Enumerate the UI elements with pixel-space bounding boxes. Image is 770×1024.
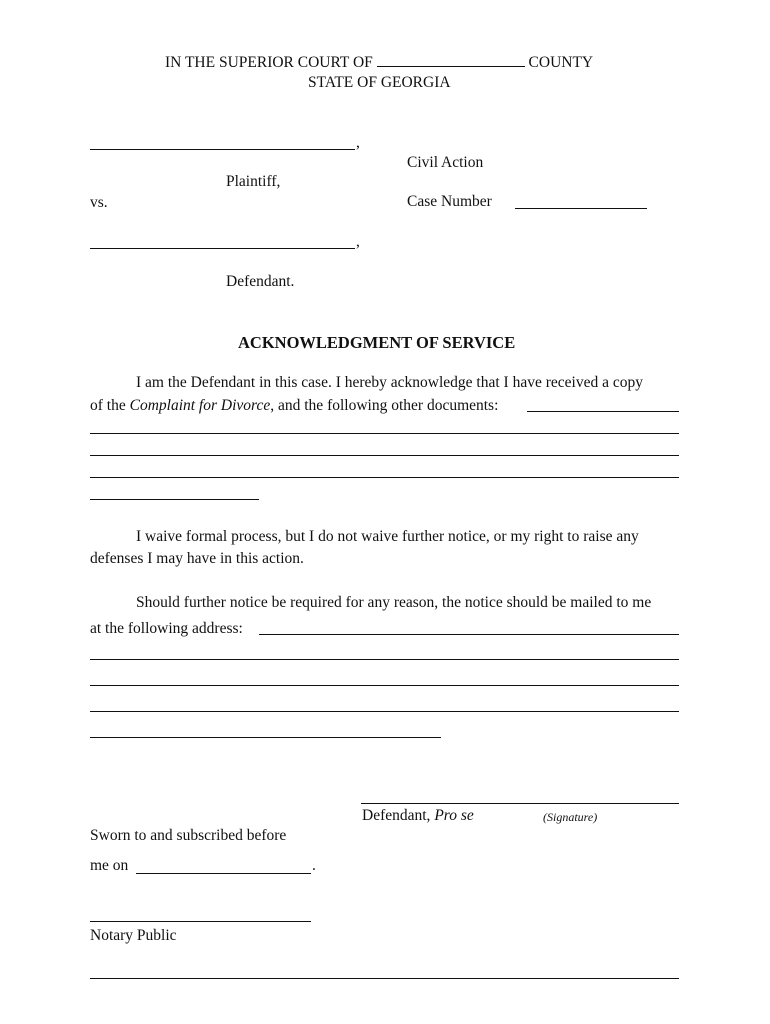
sworn-line: Sworn to and subscribed before — [90, 827, 287, 844]
para3-line2: at the following address: — [90, 620, 243, 637]
notary-public-label: Notary Public — [90, 927, 177, 944]
plaintiff-comma: , — [356, 134, 360, 151]
para2-line1: I waive formal process, but I do not waive further notice, or my right to raise any — [136, 528, 639, 545]
address-blank-1[interactable] — [259, 634, 679, 635]
plaintiff-name-blank[interactable] — [90, 149, 355, 150]
para1-line2-prefix: of the — [90, 397, 130, 414]
sworn-date-period: . — [312, 857, 316, 874]
defendant-name-blank[interactable] — [90, 248, 355, 249]
address-blank-4[interactable] — [90, 711, 679, 712]
documents-blank-2[interactable] — [90, 433, 679, 434]
para2-line2: defenses I may have in this action. — [90, 550, 304, 567]
case-number-blank[interactable] — [515, 208, 647, 209]
para1-line2 — [90, 397, 498, 415]
me-on-label: me on — [90, 857, 129, 874]
state-header: STATE OF GEORGIA — [308, 74, 451, 91]
para1-line2-suffix: , and the following other documents: — [270, 397, 499, 414]
documents-blank-1[interactable] — [527, 411, 679, 412]
defendant-role-label: Defendant, — [362, 807, 435, 824]
documents-blank-3[interactable] — [90, 455, 679, 456]
notary-signature-line[interactable] — [90, 921, 311, 922]
complaint-title: Complaint for Divorce — [129, 397, 271, 414]
defendant-label: Defendant. — [226, 273, 295, 290]
address-blank-3[interactable] — [90, 685, 679, 686]
bottom-rule — [90, 978, 679, 979]
defendant-signature-line[interactable] — [361, 803, 679, 804]
document-title: ACKNOWLEDGMENT OF SERVICE — [238, 333, 516, 352]
case-number-label: Case Number — [407, 193, 492, 210]
vs-label: vs. — [90, 194, 108, 211]
address-blank-5[interactable] — [90, 737, 441, 738]
documents-blank-5[interactable] — [90, 499, 259, 500]
sworn-date-blank[interactable] — [136, 873, 311, 874]
county-blank[interactable] — [377, 65, 525, 67]
pro-se-label: Pro se — [434, 807, 474, 824]
court-prefix: IN THE SUPERIOR COURT OF — [165, 54, 373, 71]
plaintiff-label: Plaintiff, — [226, 173, 281, 190]
address-blank-2[interactable] — [90, 659, 679, 660]
civil-action-label: Civil Action — [407, 154, 484, 171]
court-suffix: COUNTY — [528, 54, 594, 71]
defendant-comma: , — [356, 233, 360, 250]
defendant-signature-label — [362, 807, 474, 825]
para3-line1: Should further notice be required for any reason, the notice should be mailed to me — [136, 594, 652, 611]
para1-line1: I am the Defendant in this case. I hereby acknowledge that I have received a copy — [136, 374, 643, 391]
documents-blank-4[interactable] — [90, 477, 679, 478]
signature-note: (Signature) — [543, 810, 598, 824]
court-header-line — [165, 54, 593, 72]
